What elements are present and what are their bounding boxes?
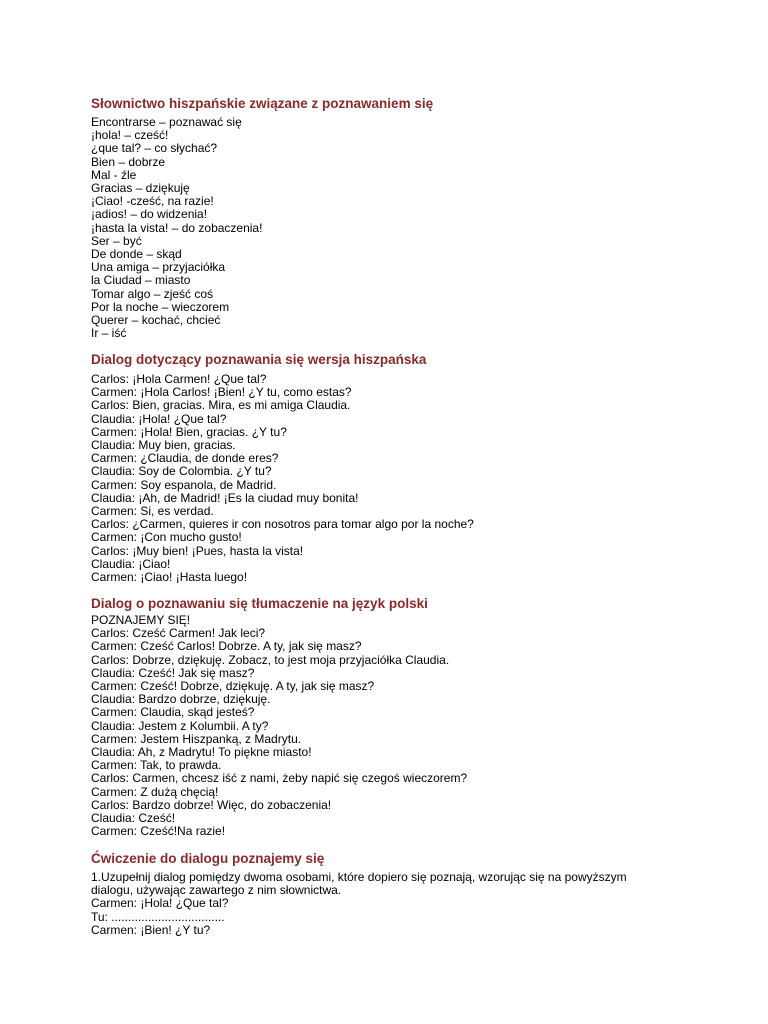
text-line: Carmen: ¡Ciao! ¡Hasta luego! <box>91 570 248 585</box>
section-heading-spanish-dialog: Dialog dotyczący poznawania się wersja hiszpańska <box>91 352 427 367</box>
section-heading-vocabulary: Słownictwo hiszpańskie związane z poznawaniem się <box>91 96 434 111</box>
text-line: Claudia: ¡Hola! ¿Que tal? <box>91 411 227 426</box>
text-line: Ser – być <box>91 233 142 248</box>
text-line: Carmen: ¡Con mucho gusto! <box>91 530 242 545</box>
text-line: Carlos: Dobrze, dziękuję. Zobacz, to jest moja przyjaciółka Claudia. <box>91 652 450 667</box>
text-line: Claudia: Jestem z Kolumbii. A ty? <box>91 718 269 733</box>
text-line: Querer – kochać, chcieć <box>91 313 221 328</box>
text-line: Carmen: Jestem Hiszpanką, z Madrytu. <box>91 731 302 746</box>
text-line: Carmen: Cześć!Na razie! <box>91 824 226 839</box>
text-line: Claudia: ¡Ah, de Madrid! ¡Es la ciudad muy bonita! <box>91 490 359 505</box>
text-line: Mal - źle <box>91 167 137 182</box>
text-line: Carlos: Bien, gracias. Mira, es mi amiga Claudia. <box>91 398 351 413</box>
text-line: Carmen: ¡Hola! Bien, gracias. ¿Y tu? <box>91 424 287 439</box>
text-line: Carmen: Z dużą chęcią! <box>91 784 219 799</box>
text-line: POZNAJEMY SIĘ! <box>91 613 191 627</box>
polish-dialog-list <box>91 614 691 838</box>
text-line: Carmen: Soy espanola, de Madrid. <box>91 477 277 492</box>
text-line: Carlos: ¡Hola Carmen! ¿Que tal? <box>91 372 267 386</box>
text-line: Por la noche – wieczorem <box>91 299 230 314</box>
text-line: Una amiga – przyjaciółka <box>91 260 226 275</box>
section-heading-exercise: Ćwiczenie do dialogu poznajemy się <box>91 851 325 866</box>
text-line: Claudia: ¡Ciao! <box>91 556 171 571</box>
exercise-dialog-list <box>91 897 691 937</box>
text-line: Carmen: ¿Claudia, de donde eres? <box>91 451 279 466</box>
text-line: Ir – iść <box>91 326 127 341</box>
text-line: Carlos: Carmen, chcesz iść z nami, żeby napić się czegoś wieczorem? <box>91 771 468 786</box>
text-line: Carmen: Si, es verdad. <box>91 504 214 519</box>
text-line: Claudia: Muy bien, gracias. <box>91 438 236 453</box>
text-line: De donde – skąd <box>91 247 182 262</box>
text-line: Claudia: Soy de Colombia. ¿Y tu? <box>91 464 272 479</box>
text-line: ¡hola! – cześć! <box>91 128 169 143</box>
text-line: Carmen: Cześć Carlos! Dobrze. A ty, jak się masz? <box>91 639 362 654</box>
text-line: Carmen: ¡Hola Carlos! ¡Bien! ¿Y tu, como estas? <box>91 385 352 400</box>
text-line: ¿que tal? – co słychać? <box>91 141 218 156</box>
exercise-instruction: 1.Uzupełnij dialog pomiędzy dwoma osobami, które dopiero się poznają, wzorując się na powyższym dialogu, używając zawartego z nim słownictwa. <box>91 870 627 898</box>
text-line: Carlos: ¿Carmen, quieres ir con nosotros para tomar algo por la noche? <box>91 517 474 532</box>
exercise-block <box>91 871 691 937</box>
text-line: ¡Ciao! -cześć, na razie! <box>91 194 214 209</box>
text-line: Carlos: ¡Muy bien! ¡Pues, hasta la vista! <box>91 543 304 558</box>
text-line: Carmen: ¡Hola! ¿Que tal? <box>91 896 229 911</box>
text-line: Carlos: Cześć Carmen! Jak leci? <box>91 626 266 641</box>
text-line: Carmen: Tak, to prawda. <box>91 758 222 773</box>
text-line: Claudia: Ah, z Madrytu! To piękne miasto! <box>91 745 312 760</box>
text-line: Gracias – dziękuję <box>91 181 190 196</box>
section-heading-polish-translation: Dialog o poznawaniu się tłumaczenie na język polski <box>91 596 428 611</box>
text-line: ¡adios! – do widzenia! <box>91 207 208 222</box>
vocabulary-list <box>91 116 691 340</box>
text-line: Tomar algo – zjeść coś <box>91 286 214 301</box>
text-line: Claudia: Bardzo dobrze, dziękuję. <box>91 692 271 707</box>
text-line: Claudia: Cześć! Jak się masz? <box>91 665 255 680</box>
text-line: Carmen: Cześć! Dobrze, dziękuję. A ty, jak się masz? <box>91 679 375 694</box>
spanish-dialog-list <box>91 373 691 584</box>
text-line: Claudia: Cześć! <box>91 811 176 826</box>
text-line: ¡hasta la vista! – do zobaczenia! <box>91 220 263 235</box>
text-line: Encontrarse – poznawać się <box>91 115 242 129</box>
text-line: la Ciudad – miasto <box>91 273 191 288</box>
text-line: Carlos: Bardzo dobrze! Więc, do zobaczenia! <box>91 797 332 812</box>
text-line: Tu: .................................. <box>91 909 225 924</box>
text-line: Bien – dobrze <box>91 154 166 169</box>
text-line: Carmen: ¡Bien! ¿Y tu? <box>91 922 211 937</box>
text-line: Carmen: Claudia, skąd jesteś? <box>91 705 255 720</box>
